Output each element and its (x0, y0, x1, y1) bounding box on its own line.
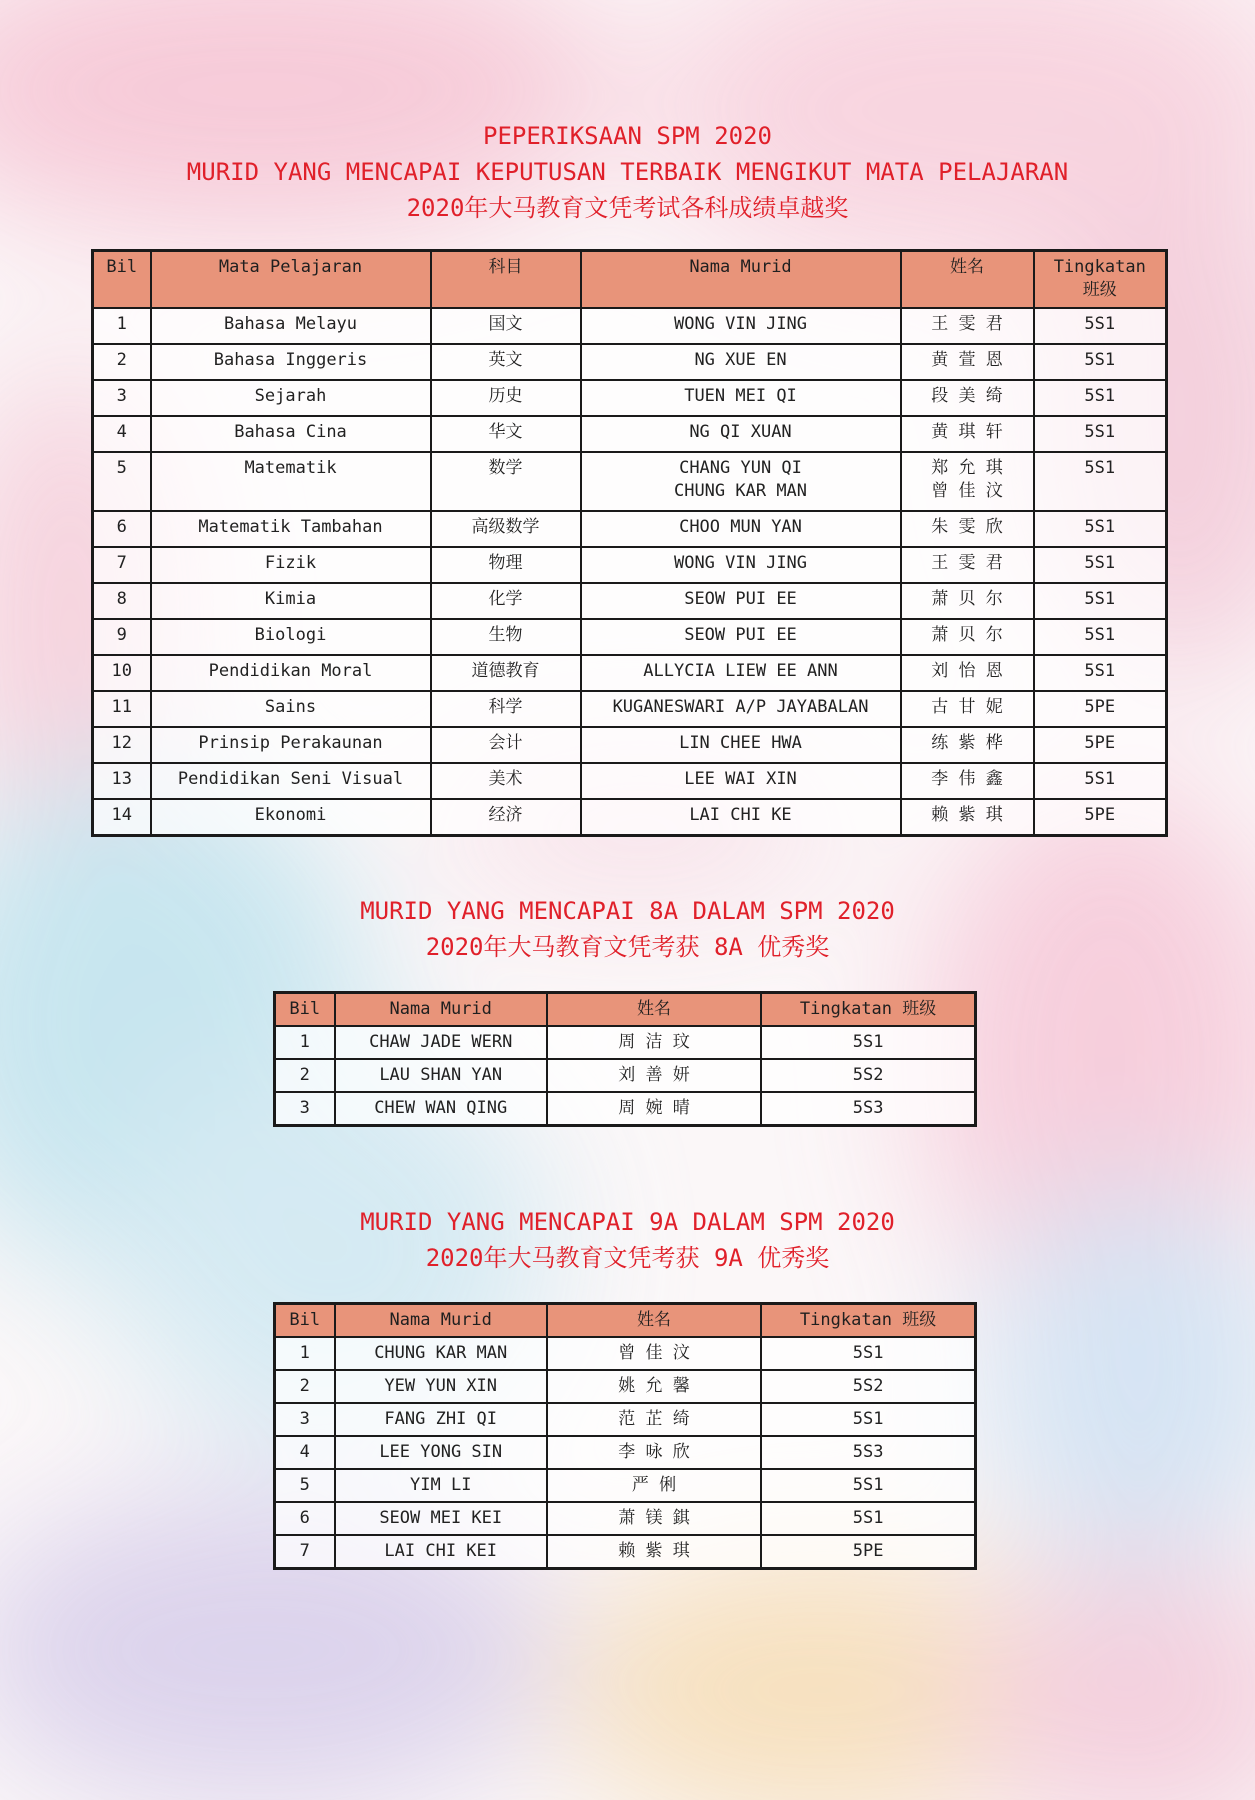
table-row (93, 619, 1167, 655)
table-cell: 4 (93, 416, 151, 452)
table-cell: 5S1 (1034, 619, 1167, 655)
header-cell: Bil (275, 993, 335, 1027)
header-cell: 姓名 (547, 1304, 761, 1338)
table-row (93, 799, 1167, 836)
table-cell: 5 (93, 452, 151, 511)
table-cell: CHEW WAN QING (335, 1092, 547, 1126)
table-cell: 5PE (1034, 691, 1167, 727)
table-cell: 生物 (431, 619, 581, 655)
table-cell: LAI CHI KEI (335, 1535, 547, 1569)
8a-table (273, 991, 977, 1127)
heading-line: PEPERIKSAAN SPM 2020 (483, 122, 772, 150)
header-cell: Tingkatan 班级 (1034, 251, 1167, 309)
table-cell: 2 (275, 1370, 335, 1403)
table-row (93, 691, 1167, 727)
cell-line: CHANG YUN QI (679, 458, 802, 478)
table-cell: Prinsip Perakaunan (151, 727, 431, 763)
table-cell: 3 (93, 380, 151, 416)
table-cell: YEW YUN XIN (335, 1370, 547, 1403)
table-cell: Matematik (151, 452, 431, 511)
table-cell: 段 美 绮 (901, 380, 1034, 416)
table-row (275, 1535, 976, 1569)
table-cell: 5S1 (761, 1337, 975, 1370)
table-cell: 练 紫 桦 (901, 727, 1034, 763)
table-cell: 5S1 (761, 1502, 975, 1535)
table-cell: 1 (275, 1337, 335, 1370)
table-row (275, 1092, 976, 1126)
cell-line: 郑 允 琪 (931, 458, 1003, 478)
table-cell: 2 (275, 1059, 335, 1092)
table-cell: SEOW MEI KEI (335, 1502, 547, 1535)
table-cell: 化学 (431, 583, 581, 619)
table-row (275, 1370, 976, 1403)
table-cell: YIM LI (335, 1469, 547, 1502)
table-row (275, 1337, 976, 1370)
header-cell: Tingkatan 班级 (761, 1304, 975, 1338)
table-row (93, 763, 1167, 799)
table-cell: 数学 (431, 452, 581, 511)
table-cell: 5S1 (1034, 452, 1167, 511)
table-row (275, 1469, 976, 1502)
table-cell: 3 (275, 1403, 335, 1436)
table-cell: 5S1 (1034, 416, 1167, 452)
table-row (93, 416, 1167, 452)
table-cell: 李 伟 鑫 (901, 763, 1034, 799)
table-cell: 周 婉 晴 (547, 1092, 761, 1126)
table-cell: 严 俐 (547, 1469, 761, 1502)
table-row (275, 1502, 976, 1535)
table-cell: Bahasa Inggeris (151, 344, 431, 380)
table-cell: 萧 镁 錤 (547, 1502, 761, 1535)
table-cell: CHOO MUN YAN (581, 511, 901, 547)
table-cell: 10 (93, 655, 151, 691)
table-row (93, 344, 1167, 380)
table-row (275, 1403, 976, 1436)
table-row (275, 1059, 976, 1092)
table-cell: CHAW JADE WERN (335, 1026, 547, 1059)
table-cell: 物理 (431, 547, 581, 583)
table-cell: FANG ZHI QI (335, 1403, 547, 1436)
table-cell: 3 (275, 1092, 335, 1126)
table-cell: 萧 贝 尔 (901, 619, 1034, 655)
table-cell: 5PE (761, 1535, 975, 1569)
table-cell: 经济 (431, 799, 581, 836)
table-cell: 11 (93, 691, 151, 727)
table-cell: 萧 贝 尔 (901, 583, 1034, 619)
table-cell: 5PE (1034, 799, 1167, 836)
header-cell: Bil (93, 251, 151, 309)
table-row (93, 511, 1167, 547)
table-row (275, 1026, 976, 1059)
table-cell: CHUNG KAR MAN (335, 1337, 547, 1370)
section3-heading (0, 1204, 1255, 1276)
table-cell: 7 (93, 547, 151, 583)
table-cell: 1 (93, 308, 151, 344)
table-cell: TUEN MEI QI (581, 380, 901, 416)
table-cell: 刘 怡 恩 (901, 655, 1034, 691)
table-cell: 赖 紫 琪 (901, 799, 1034, 836)
table-cell: 8 (93, 583, 151, 619)
table-cell: 6 (275, 1502, 335, 1535)
table-cell: 历史 (431, 380, 581, 416)
table-cell: LAU SHAN YAN (335, 1059, 547, 1092)
table-cell: Matematik Tambahan (151, 511, 431, 547)
table-cell: 5S2 (761, 1059, 975, 1092)
table-cell: 2 (93, 344, 151, 380)
header-cell: Tingkatan 班级 (761, 993, 975, 1027)
table-cell: LEE WAI XIN (581, 763, 901, 799)
table-cell: Pendidikan Seni Visual (151, 763, 431, 799)
table-header-row (275, 1304, 976, 1338)
table-cell: 6 (93, 511, 151, 547)
table-cell: Kimia (151, 583, 431, 619)
table-cell: Biologi (151, 619, 431, 655)
header-cell: 姓名 (901, 251, 1034, 309)
table-cell: NG XUE EN (581, 344, 901, 380)
heading-line: MURID YANG MENCAPAI 8A DALAM SPM 2020 (360, 897, 895, 925)
table-cell: Fizik (151, 547, 431, 583)
heading-line: MURID YANG MENCAPAI 9A DALAM SPM 2020 (360, 1208, 895, 1236)
table-cell: 范 芷 绮 (547, 1403, 761, 1436)
best-subject-table (91, 249, 1168, 837)
table-cell: 13 (93, 763, 151, 799)
table-cell: 5S1 (1034, 344, 1167, 380)
table-cell: LEE YONG SIN (335, 1436, 547, 1469)
table-cell: 刘 善 妍 (547, 1059, 761, 1092)
table-cell: LIN CHEE HWA (581, 727, 901, 763)
table-cell: 道德教育 (431, 655, 581, 691)
table-cell: 5S1 (1034, 380, 1167, 416)
cell-line: CHUNG KAR MAN (673, 481, 808, 501)
table-cell: 9 (93, 619, 151, 655)
table-row (93, 547, 1167, 583)
table-row (93, 727, 1167, 763)
table-cell: 王 雯 君 (901, 308, 1034, 344)
table-cell: 高级数学 (431, 511, 581, 547)
table-cell: 5S1 (1034, 547, 1167, 583)
table-row (93, 308, 1167, 344)
table-cell (581, 452, 901, 511)
header-cell: Bil (275, 1304, 335, 1338)
table-cell: 5S1 (1034, 583, 1167, 619)
table-row (93, 452, 1167, 511)
table-cell: 美术 (431, 763, 581, 799)
9a-table (273, 1302, 977, 1570)
cell-line: 曾 佳 汶 (931, 481, 1003, 501)
table-cell: SEOW PUI EE (581, 583, 901, 619)
table-row (275, 1436, 976, 1469)
table-row (93, 655, 1167, 691)
table-cell: Sains (151, 691, 431, 727)
table-cell: SEOW PUI EE (581, 619, 901, 655)
table-header-row (93, 251, 1167, 309)
header-cell: Nama Murid (581, 251, 901, 309)
heading-line: 2020年大马教育文凭考获 8A 优秀奖 (425, 933, 830, 961)
table-cell: 5S2 (761, 1370, 975, 1403)
table-cell: Sejarah (151, 380, 431, 416)
header-cell: 科目 (431, 251, 581, 309)
table-cell: 5S3 (761, 1092, 975, 1126)
table-cell: 英文 (431, 344, 581, 380)
table-cell: 黄 琪 轩 (901, 416, 1034, 452)
table-row (93, 583, 1167, 619)
table-cell: Ekonomi (151, 799, 431, 836)
table-cell: LAI CHI KE (581, 799, 901, 836)
table-cell: 5 (275, 1469, 335, 1502)
table-cell: 曾 佳 汶 (547, 1337, 761, 1370)
section2-heading (0, 893, 1255, 965)
table-row (93, 380, 1167, 416)
table-cell: 5S1 (761, 1469, 975, 1502)
header-cell: Nama Murid (335, 993, 547, 1027)
table-cell: 黄 萱 恩 (901, 344, 1034, 380)
table-cell: 李 咏 欣 (547, 1436, 761, 1469)
table-cell: 14 (93, 799, 151, 836)
heading-line: 2020年大马教育文凭考试各科成绩卓越奖 (406, 194, 849, 222)
table-cell: 5S3 (761, 1436, 975, 1469)
table-cell: 1 (275, 1026, 335, 1059)
table-cell (901, 452, 1034, 511)
table-cell: 国文 (431, 308, 581, 344)
table-cell: NG QI XUAN (581, 416, 901, 452)
table-cell: 周 洁 玟 (547, 1026, 761, 1059)
heading-line: 2020年大马教育文凭考获 9A 优秀奖 (425, 1244, 830, 1272)
table-cell: 5S1 (1034, 308, 1167, 344)
table-cell: 5PE (1034, 727, 1167, 763)
table-cell: 华文 (431, 416, 581, 452)
table-cell: Bahasa Cina (151, 416, 431, 452)
table-cell: 5S1 (761, 1026, 975, 1059)
table-cell: Pendidikan Moral (151, 655, 431, 691)
table-cell: 4 (275, 1436, 335, 1469)
header-cell: Mata Pelajaran (151, 251, 431, 309)
table-cell: 姚 允 馨 (547, 1370, 761, 1403)
table-header-row (275, 993, 976, 1027)
table-cell: 古 甘 妮 (901, 691, 1034, 727)
table-cell: 5S1 (761, 1403, 975, 1436)
table-cell: 7 (275, 1535, 335, 1569)
table-cell: WONG VIN JING (581, 308, 901, 344)
table-cell: 5S1 (1034, 511, 1167, 547)
table-cell: 12 (93, 727, 151, 763)
table-cell: 王 雯 君 (901, 547, 1034, 583)
table-cell: 朱 雯 欣 (901, 511, 1034, 547)
table-cell: 5S1 (1034, 763, 1167, 799)
table-cell: 赖 紫 琪 (547, 1535, 761, 1569)
header-cell: 姓名 (547, 993, 761, 1027)
table-cell: WONG VIN JING (581, 547, 901, 583)
table-cell: 科学 (431, 691, 581, 727)
table-cell: Bahasa Melayu (151, 308, 431, 344)
section1-heading (0, 118, 1255, 226)
table-cell: 5S1 (1034, 655, 1167, 691)
table-cell: ALLYCIA LIEW EE ANN (581, 655, 901, 691)
header-cell: Nama Murid (335, 1304, 547, 1338)
table-cell: KUGANESWARI A/P JAYABALAN (581, 691, 901, 727)
heading-line: MURID YANG MENCAPAI KEPUTUSAN TERBAIK MENGIKUT MATA PELAJARAN (186, 158, 1069, 186)
table-cell: 会计 (431, 727, 581, 763)
